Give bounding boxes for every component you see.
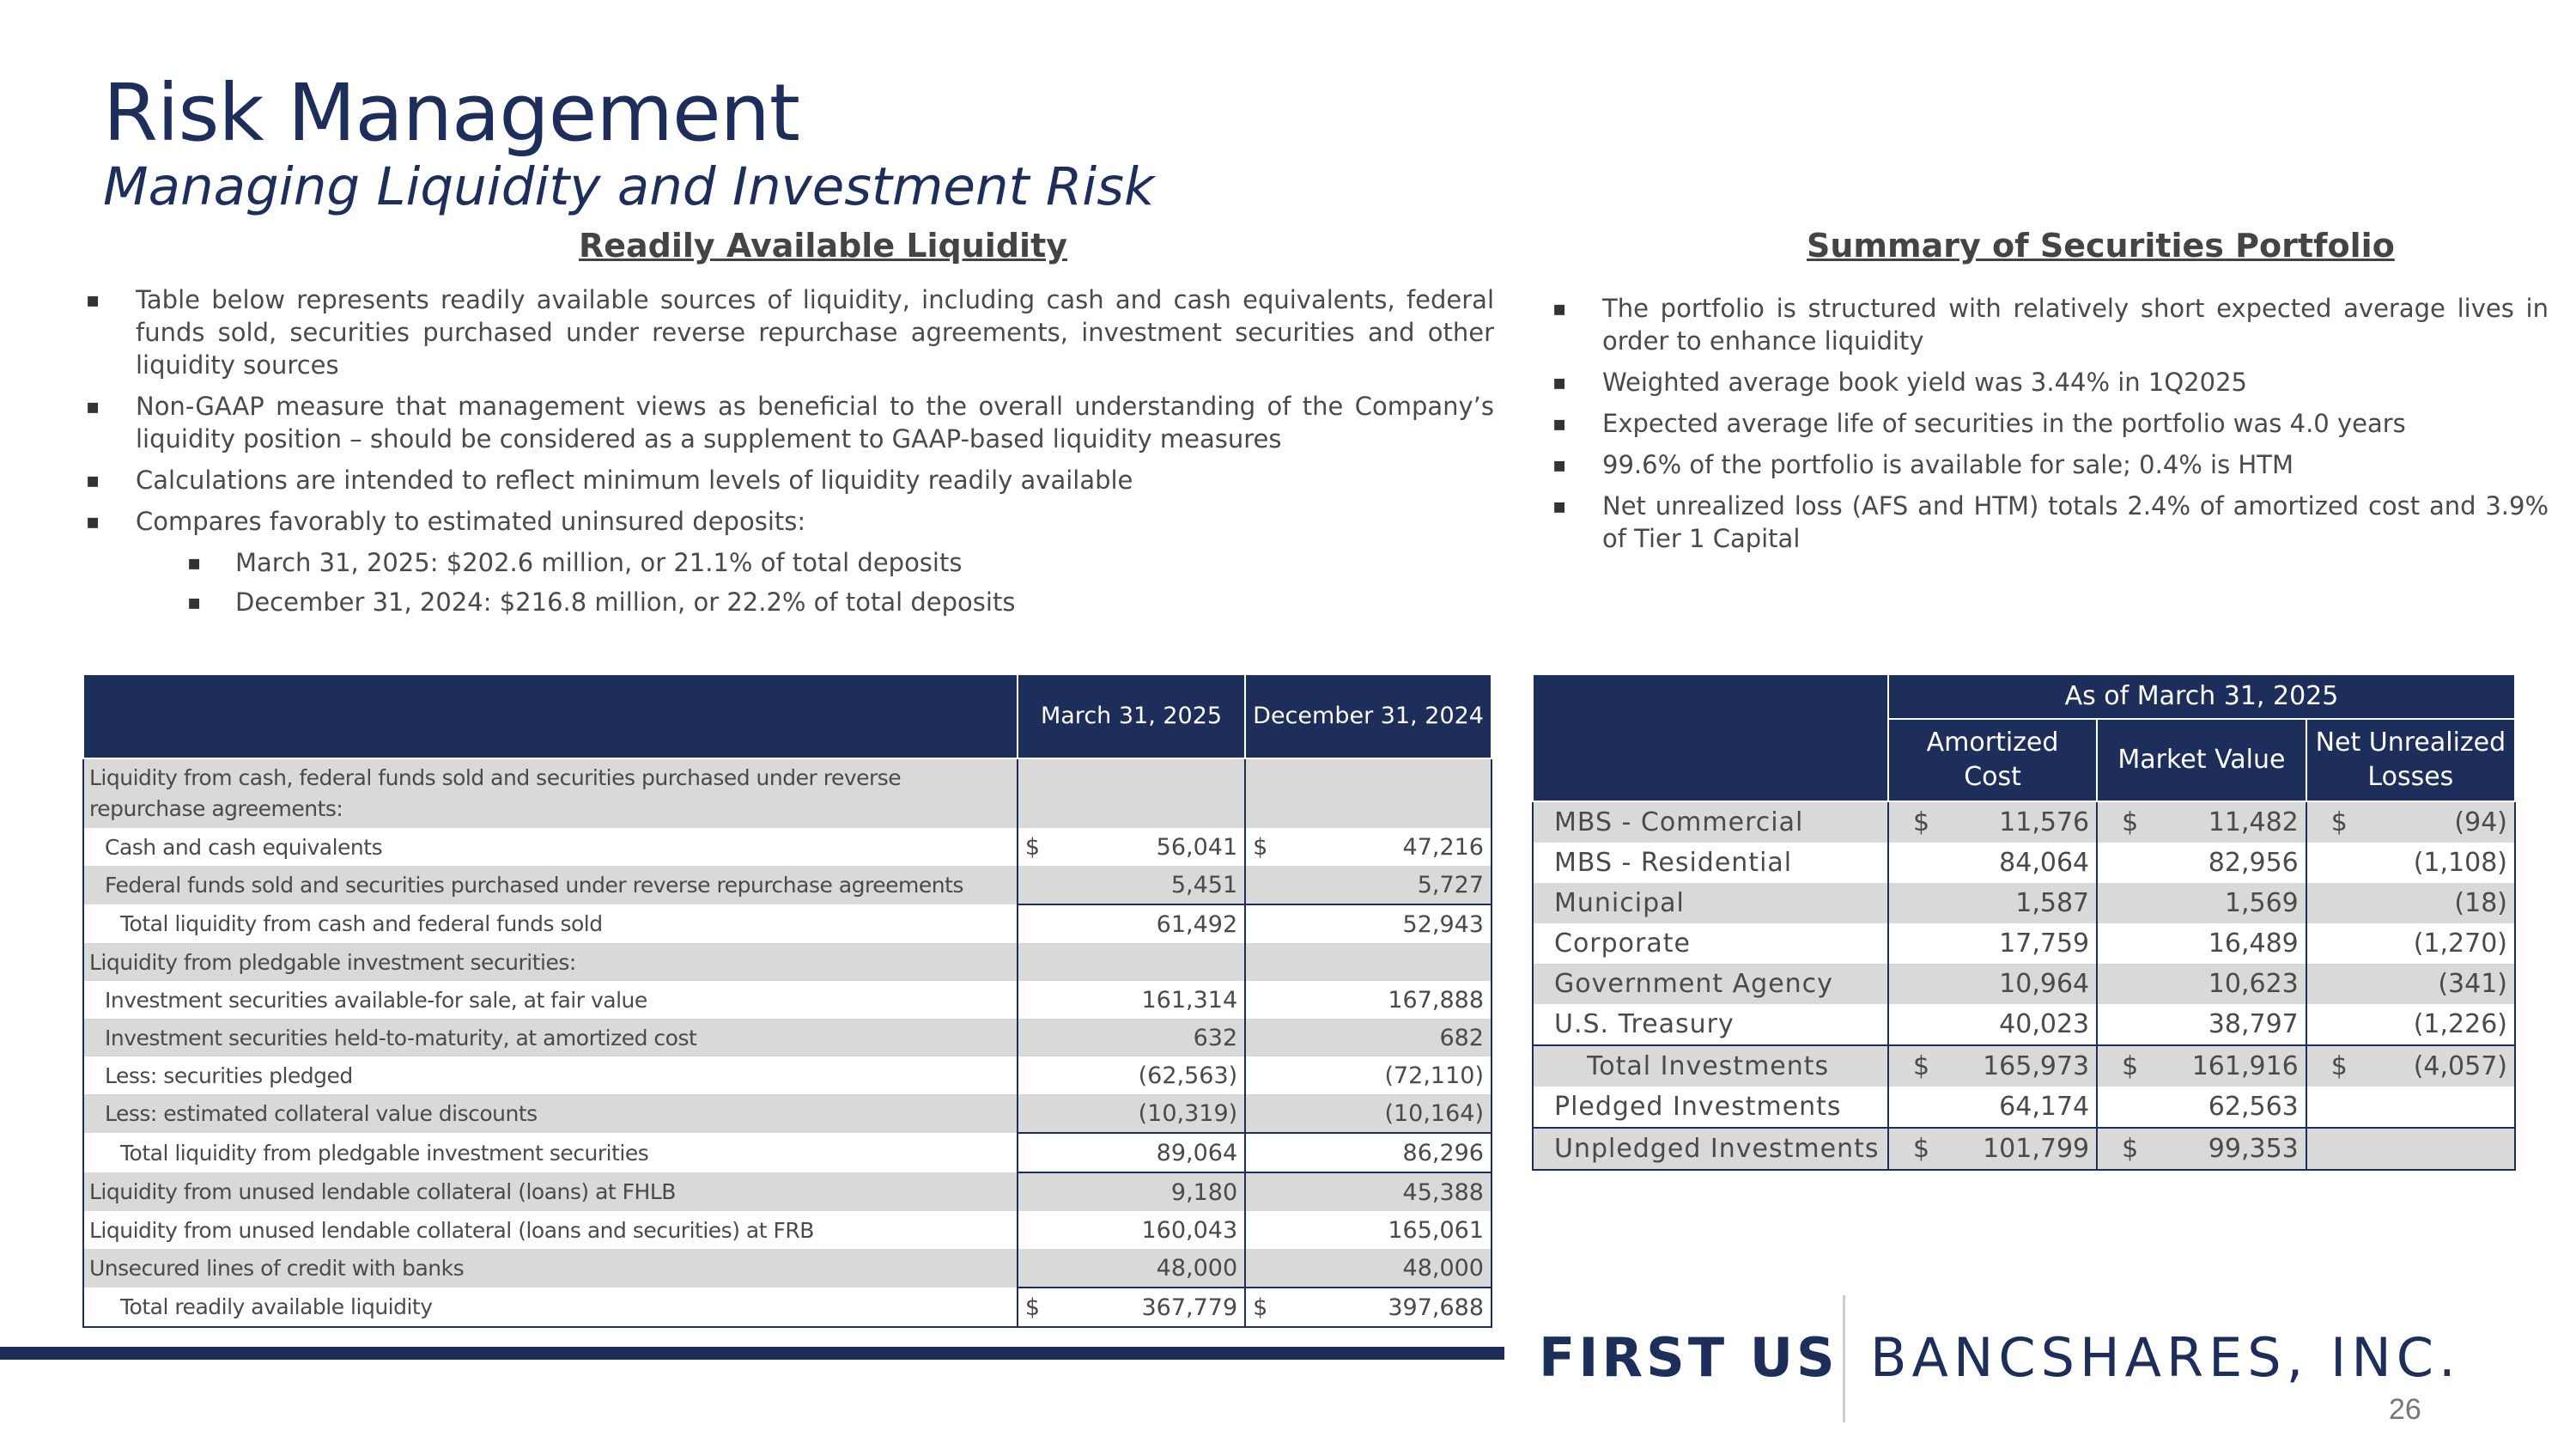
table-row bbox=[83, 758, 1492, 828]
table-row bbox=[1533, 1087, 2515, 1128]
row-value bbox=[2097, 964, 2306, 1004]
row-value bbox=[2306, 1087, 2515, 1128]
value-text: 160,043 bbox=[1141, 1216, 1238, 1244]
row-label: Corporate bbox=[1533, 923, 1888, 964]
securities-bullets bbox=[1552, 292, 2549, 563]
table-row bbox=[1533, 801, 2515, 843]
value-text: 101,799 bbox=[1983, 1134, 2090, 1164]
row-value bbox=[2306, 1128, 2515, 1170]
liquidity-table bbox=[82, 673, 1492, 1328]
row-value bbox=[2097, 923, 2306, 964]
row-label: Total Investments bbox=[1533, 1045, 1888, 1087]
row-value bbox=[2097, 1004, 2306, 1045]
row-value bbox=[1245, 1133, 1492, 1172]
row-label: Liquidity from unused lendable collateral (loans) at FHLB bbox=[83, 1172, 1018, 1211]
value-text: 367,779 bbox=[1141, 1294, 1238, 1321]
securities-header-amortized: Amortized Cost bbox=[1888, 719, 2097, 801]
row-label: Total liquidity from cash and federal funds sold bbox=[83, 904, 1018, 943]
row-value bbox=[1245, 1056, 1492, 1094]
liquidity-header-december: December 31, 2024 bbox=[1245, 674, 1492, 758]
page-subtitle: Managing Liquidity and Investment Risk bbox=[103, 156, 1155, 217]
value-text: 165,973 bbox=[1983, 1051, 2090, 1081]
value-text: 10,964 bbox=[1999, 969, 2090, 999]
row-value bbox=[1245, 1019, 1492, 1056]
value-text: 10,623 bbox=[2208, 969, 2299, 999]
bullet-item: ▪ Table below represents readily available sources of liquidity, including cash and cash equivalents, federal funds sold, securities purchased under reverse repurchase agreements, investment securities and other liquidity sources bbox=[86, 283, 1494, 381]
value-text: 1,569 bbox=[2224, 888, 2299, 918]
row-value bbox=[1245, 1172, 1492, 1211]
securities-header-market: Market Value bbox=[2097, 719, 2306, 801]
row-label: Investment securities held-to-maturity, at amortized cost bbox=[83, 1019, 1018, 1056]
row-value bbox=[2097, 801, 2306, 843]
liquidity-table-body bbox=[83, 758, 1492, 1327]
row-value bbox=[1245, 981, 1492, 1019]
currency-symbol: $ bbox=[2330, 807, 2348, 837]
row-value bbox=[2306, 843, 2515, 883]
row-value bbox=[2097, 843, 2306, 883]
table-row bbox=[1533, 883, 2515, 923]
liquidity-header-blank bbox=[83, 674, 1018, 758]
row-value bbox=[1888, 1087, 2097, 1128]
bullet-item: ▪ 99.6% of the portfolio is available for sale; 0.4% is HTM bbox=[1552, 448, 2549, 481]
row-value bbox=[1245, 904, 1492, 943]
row-value bbox=[2306, 1004, 2515, 1045]
row-value bbox=[2306, 923, 2515, 964]
row-label: Government Agency bbox=[1533, 964, 1888, 1004]
value-text: 9,180 bbox=[1170, 1178, 1238, 1206]
row-value bbox=[1888, 1004, 2097, 1045]
row-value bbox=[1888, 964, 2097, 1004]
value-text: (1,270) bbox=[2413, 928, 2507, 959]
logo-bancshares: BANCSHARES, INC. bbox=[1870, 1326, 2461, 1389]
value-text: (94) bbox=[2454, 807, 2507, 837]
row-label: Pledged Investments bbox=[1533, 1087, 1888, 1128]
row-label: MBS - Residential bbox=[1533, 843, 1888, 883]
row-label: Federal funds sold and securities purchased under reverse repurchase agreements bbox=[83, 866, 1018, 904]
table-row bbox=[83, 1019, 1492, 1056]
securities-table-body bbox=[1533, 801, 2515, 1170]
value-text: 84,064 bbox=[1999, 848, 2090, 878]
row-value bbox=[1018, 1094, 1245, 1133]
value-text: 161,916 bbox=[2191, 1051, 2299, 1081]
row-value bbox=[1888, 843, 2097, 883]
value-text: (10,164) bbox=[1384, 1099, 1484, 1127]
row-value bbox=[1245, 943, 1492, 981]
row-label: Cash and cash equivalents bbox=[83, 828, 1018, 866]
liquidity-heading: Readily Available Liquidity bbox=[579, 227, 1067, 265]
currency-symbol: $ bbox=[1024, 1294, 1041, 1321]
bullet-item: ▪ The portfolio is structured with relatively short expected average lives in order to enhance liquidity bbox=[1552, 292, 2549, 357]
value-text: 38,797 bbox=[2208, 1009, 2299, 1039]
row-value bbox=[2306, 883, 2515, 923]
value-text: 165,061 bbox=[1388, 1216, 1484, 1244]
table-row bbox=[83, 1172, 1492, 1211]
value-text: 48,000 bbox=[1402, 1254, 1484, 1282]
value-text: 48,000 bbox=[1156, 1254, 1238, 1282]
row-value bbox=[1245, 1094, 1492, 1133]
bullet-item: ▪ Non-GAAP measure that management views as beneficial to the overall understanding of the Company’s liquidity position – should be considered as a supplement to GAAP-based liquidity measures bbox=[86, 390, 1494, 455]
row-value bbox=[1245, 866, 1492, 904]
row-label: Less: securities pledged bbox=[83, 1056, 1018, 1094]
value-text: 56,041 bbox=[1156, 833, 1238, 861]
page-number: 26 bbox=[2389, 1393, 2421, 1426]
sub-bullet-item: ▪ December 31, 2024: $216.8 million, or 22.2% of total deposits bbox=[86, 586, 1494, 618]
row-value bbox=[1018, 1133, 1245, 1172]
table-row bbox=[1533, 923, 2515, 964]
currency-symbol: $ bbox=[2122, 1051, 2139, 1081]
table-row bbox=[83, 1211, 1492, 1249]
row-label: Investment securities available-for sale, at fair value bbox=[83, 981, 1018, 1019]
value-text: (1,108) bbox=[2413, 848, 2507, 878]
row-value bbox=[1245, 1249, 1492, 1288]
value-text: 1,587 bbox=[2015, 888, 2090, 918]
row-value bbox=[1018, 828, 1245, 866]
value-text: 682 bbox=[1439, 1024, 1484, 1051]
row-value bbox=[1888, 883, 2097, 923]
value-text: (1,226) bbox=[2413, 1009, 2507, 1039]
page-title: Risk Management bbox=[103, 67, 799, 159]
row-value bbox=[1018, 1056, 1245, 1094]
currency-symbol: $ bbox=[2122, 1134, 2139, 1164]
value-text: 86,296 bbox=[1402, 1139, 1484, 1166]
currency-symbol: $ bbox=[1912, 1051, 1930, 1081]
liquidity-header-march: March 31, 2025 bbox=[1018, 674, 1245, 758]
securities-group-header: As of March 31, 2025 bbox=[1888, 674, 2515, 719]
row-value bbox=[1018, 904, 1245, 943]
value-text: 64,174 bbox=[1999, 1092, 2090, 1122]
row-value bbox=[2306, 1045, 2515, 1087]
row-value bbox=[1018, 866, 1245, 904]
row-label: Total liquidity from pledgable investment securities bbox=[83, 1133, 1018, 1172]
row-label: Total readily available liquidity bbox=[83, 1288, 1018, 1327]
sub-bullet-item: ▪ March 31, 2025: $202.6 million, or 21.1% of total deposits bbox=[86, 546, 1494, 579]
row-label: Municipal bbox=[1533, 883, 1888, 923]
value-text: 5,727 bbox=[1417, 871, 1484, 898]
table-row bbox=[83, 866, 1492, 904]
row-value bbox=[1888, 1128, 2097, 1170]
table-row bbox=[83, 1133, 1492, 1172]
currency-symbol: $ bbox=[1912, 807, 1930, 837]
table-row bbox=[83, 828, 1492, 866]
row-value bbox=[1888, 1045, 2097, 1087]
value-text: 11,576 bbox=[1999, 807, 2090, 837]
row-value bbox=[1018, 981, 1245, 1019]
table-row bbox=[1533, 1128, 2515, 1170]
table-row bbox=[1533, 843, 2515, 883]
currency-symbol: $ bbox=[1253, 833, 1268, 861]
table-row bbox=[83, 1056, 1492, 1094]
table-row bbox=[83, 1249, 1492, 1288]
row-value bbox=[1018, 1249, 1245, 1288]
table-row bbox=[1533, 1045, 2515, 1087]
value-text: 45,388 bbox=[1402, 1178, 1484, 1206]
value-text: (10,319) bbox=[1138, 1099, 1238, 1127]
logo-first-us: FIRST US bbox=[1539, 1326, 1838, 1389]
securities-heading: Summary of Securities Portfolio bbox=[1807, 227, 2395, 265]
row-value bbox=[1018, 1019, 1245, 1056]
value-text: 40,023 bbox=[1999, 1009, 2090, 1039]
currency-symbol: $ bbox=[1024, 833, 1041, 861]
value-text: (341) bbox=[2438, 969, 2507, 999]
value-text: 161,314 bbox=[1141, 986, 1238, 1014]
table-row bbox=[83, 904, 1492, 943]
value-text: 62,563 bbox=[2208, 1092, 2299, 1122]
table-row bbox=[83, 1288, 1492, 1327]
row-label: Liquidity from cash, federal funds sold and securities purchased under reverse repurchase agreements: bbox=[83, 758, 1018, 828]
value-text: 52,943 bbox=[1402, 910, 1484, 938]
value-text: 11,482 bbox=[2208, 807, 2299, 837]
value-text: 82,956 bbox=[2208, 848, 2299, 878]
row-value bbox=[1888, 923, 2097, 964]
value-text: 89,064 bbox=[1156, 1139, 1238, 1166]
row-value bbox=[1018, 1288, 1245, 1327]
value-text: (62,563) bbox=[1138, 1062, 1238, 1089]
value-text: 99,353 bbox=[2208, 1134, 2299, 1164]
row-label: Liquidity from unused lendable collateral (loans and securities) at FRB bbox=[83, 1211, 1018, 1249]
row-value bbox=[1018, 1172, 1245, 1211]
securities-header-unrealized: Net Unrealized Losses bbox=[2306, 719, 2515, 801]
value-text: (18) bbox=[2454, 888, 2507, 918]
bullet-item: ▪ Expected average life of securities in the portfolio was 4.0 years bbox=[1552, 407, 2549, 440]
table-row bbox=[83, 981, 1492, 1019]
row-label: Liquidity from pledgable investment securities: bbox=[83, 943, 1018, 981]
value-text: 632 bbox=[1193, 1024, 1238, 1051]
bullet-item: ▪ Net unrealized loss (AFS and HTM) totals 2.4% of amortized cost and 3.9% of Tier 1 Capital bbox=[1552, 490, 2549, 555]
row-value bbox=[2097, 1087, 2306, 1128]
row-value bbox=[1018, 943, 1245, 981]
footer-rule bbox=[0, 1347, 1504, 1360]
value-text: 5,451 bbox=[1170, 871, 1238, 898]
row-value bbox=[2097, 1128, 2306, 1170]
value-text: 167,888 bbox=[1388, 986, 1484, 1014]
row-value bbox=[1245, 1288, 1492, 1327]
row-value bbox=[1018, 758, 1245, 828]
row-label: U.S. Treasury bbox=[1533, 1004, 1888, 1045]
liquidity-bullets bbox=[86, 283, 1494, 625]
value-text: 16,489 bbox=[2208, 928, 2299, 959]
row-value bbox=[2097, 1045, 2306, 1087]
bullet-item: ▪ Calculations are intended to reflect minimum levels of liquidity readily available bbox=[86, 464, 1494, 496]
currency-symbol: $ bbox=[2122, 807, 2139, 837]
table-row bbox=[83, 943, 1492, 981]
row-value bbox=[1888, 801, 2097, 843]
logo-divider bbox=[1843, 1295, 1845, 1422]
row-label: MBS - Commercial bbox=[1533, 801, 1888, 843]
row-label: Less: estimated collateral value discounts bbox=[83, 1094, 1018, 1133]
row-label: Unpledged Investments bbox=[1533, 1128, 1888, 1170]
value-text: (72,110) bbox=[1384, 1062, 1484, 1089]
bullet-item: ▪ Compares favorably to estimated uninsured deposits: bbox=[86, 505, 1494, 538]
table-row bbox=[1533, 1004, 2515, 1045]
securities-header-blank bbox=[1533, 674, 1888, 801]
table-row bbox=[83, 1094, 1492, 1133]
currency-symbol: $ bbox=[1912, 1134, 1930, 1164]
row-value bbox=[1018, 1211, 1245, 1249]
currency-symbol: $ bbox=[1253, 1294, 1268, 1321]
row-value bbox=[2306, 964, 2515, 1004]
value-text: 397,688 bbox=[1388, 1294, 1484, 1321]
securities-table bbox=[1532, 673, 2516, 1171]
row-value bbox=[1245, 1211, 1492, 1249]
row-value bbox=[1245, 758, 1492, 828]
value-text: (4,057) bbox=[2413, 1051, 2507, 1081]
value-text: 47,216 bbox=[1402, 833, 1484, 861]
currency-symbol: $ bbox=[2330, 1051, 2348, 1081]
row-value bbox=[2306, 801, 2515, 843]
table-row bbox=[1533, 964, 2515, 1004]
value-text: 17,759 bbox=[1999, 928, 2090, 959]
bullet-item: ▪ Weighted average book yield was 3.44% in 1Q2025 bbox=[1552, 366, 2549, 399]
row-label: Unsecured lines of credit with banks bbox=[83, 1249, 1018, 1288]
value-text: 61,492 bbox=[1156, 910, 1238, 938]
row-value bbox=[1245, 828, 1492, 866]
row-value bbox=[2097, 883, 2306, 923]
